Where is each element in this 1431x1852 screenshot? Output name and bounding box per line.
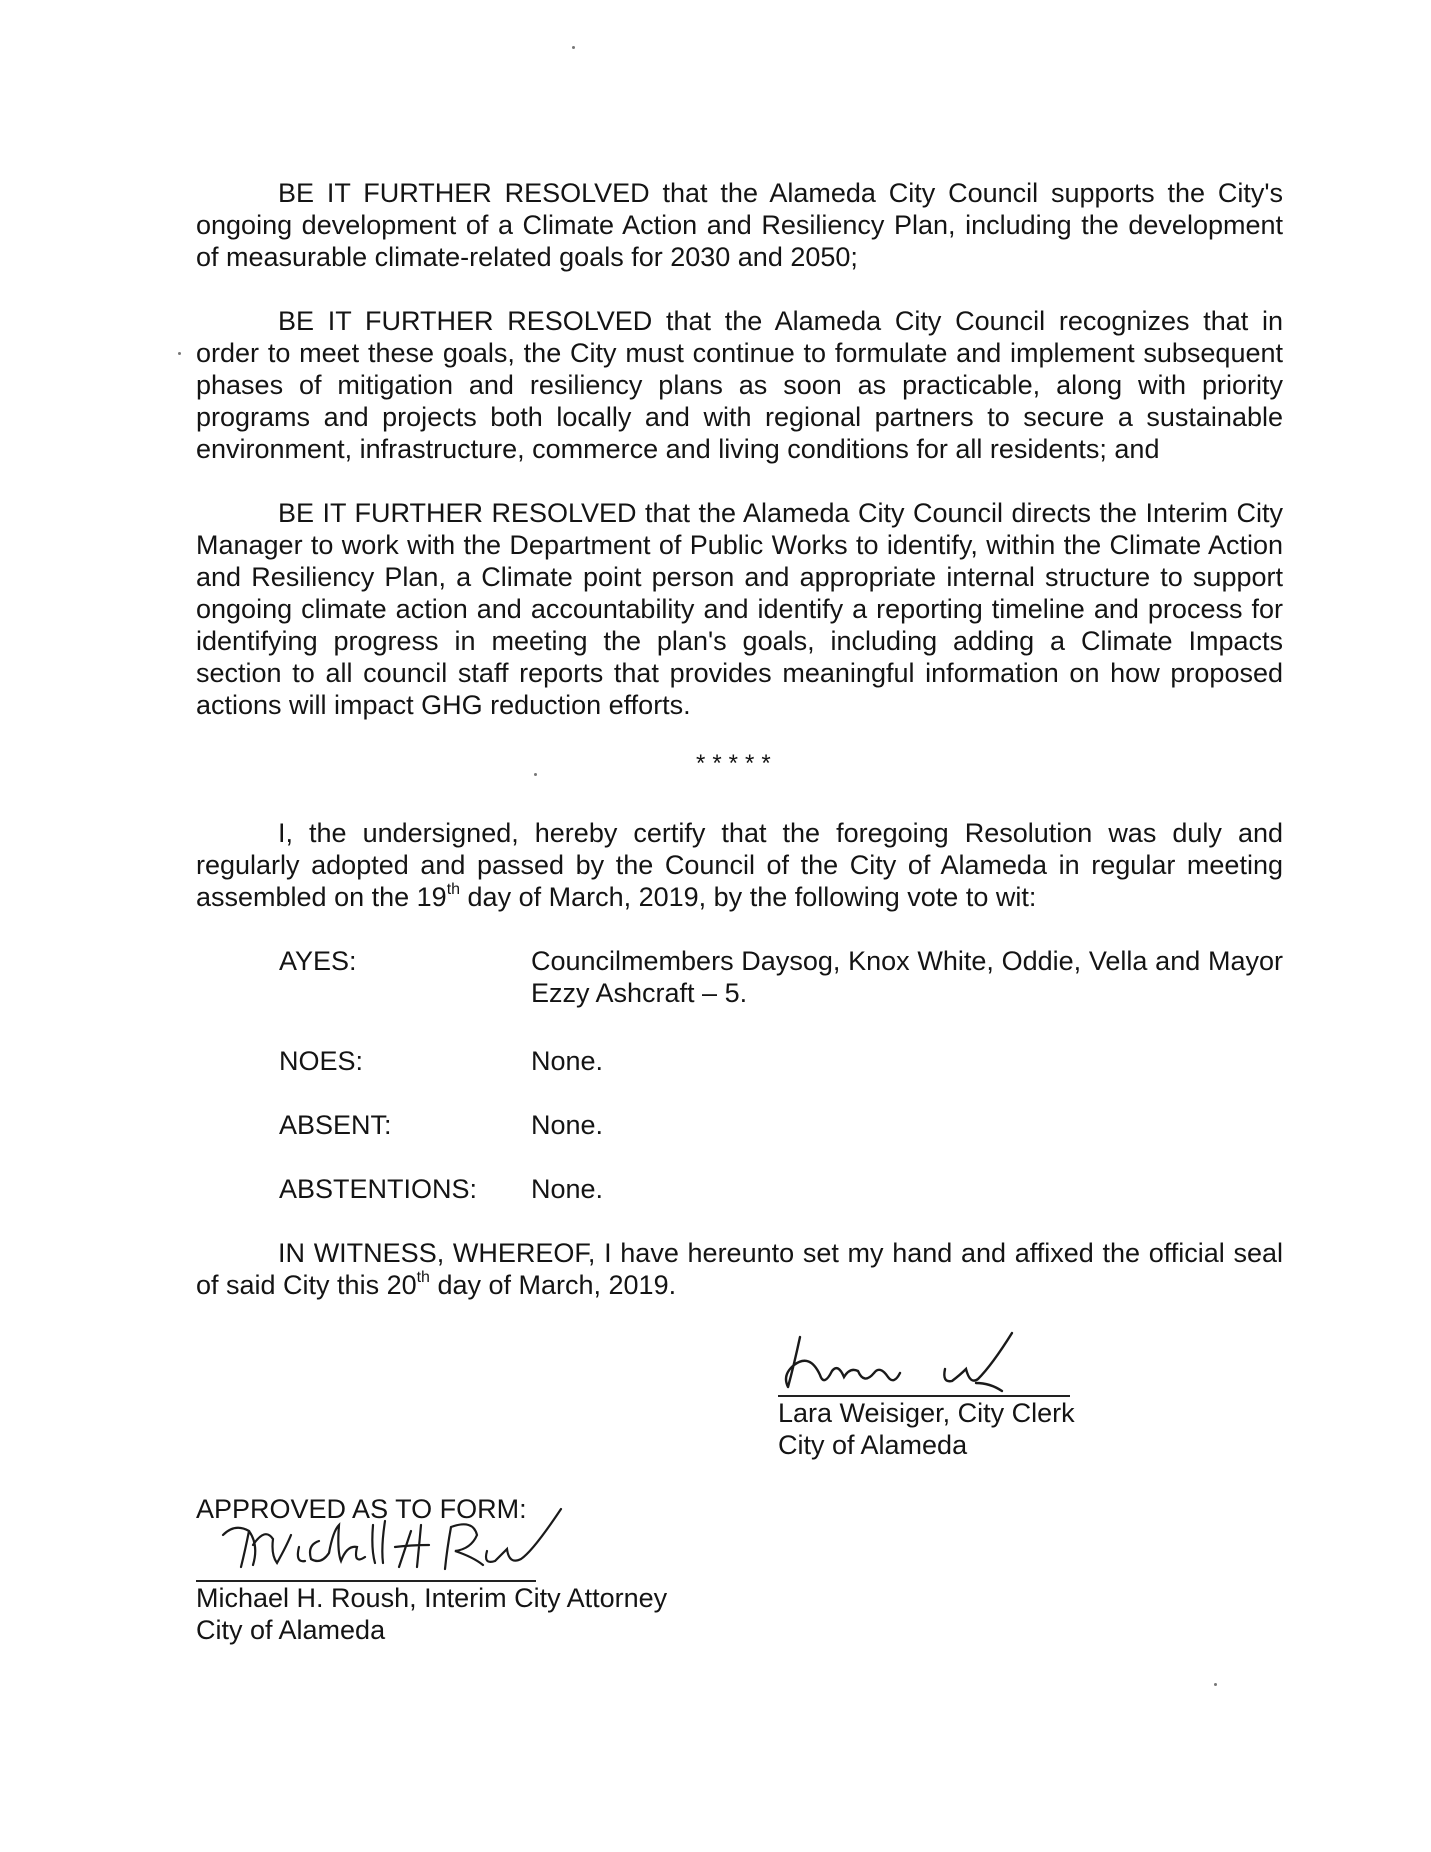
approved-as-to-form-label: APPROVED AS TO FORM:: [196, 1494, 527, 1524]
scan-speck: [1214, 1683, 1217, 1686]
scan-speck: [178, 352, 181, 355]
clerk-block: [778, 1397, 1075, 1461]
scan-speck: [534, 773, 537, 776]
resolution-paragraph-2: BE IT FURTHER RESOLVED that the Alameda City Council recognizes that in order to meet these goals, the City must continue to formulate and implement subsequent phases of mitigation and resiliency plans as soon as practicable, along with priority programs and projects both locally and with regional partners to secure a sustainable environment, infrastructure, commerce and living conditions for all residents; and: [196, 306, 1283, 464]
vote-value: Councilmembers Daysog, Knox White, Oddie, Vella and Mayor Ezzy Ashcraft – 5.: [531, 946, 1283, 1008]
attorney-signature: [215, 1505, 595, 1585]
attorney-name-title: Michael H. Roush, Interim City Attorney: [196, 1583, 668, 1613]
section-separator: *****: [696, 750, 778, 777]
vote-value: None.: [531, 1174, 604, 1204]
vote-label: NOES:: [279, 1046, 364, 1076]
vote-label: ABSENT:: [279, 1110, 392, 1140]
certification-paragraph: [196, 817, 1283, 913]
witness-text-end: day of March, 2019.: [429, 1270, 677, 1300]
attorney-org: City of Alameda: [196, 1615, 386, 1645]
vote-row-ayes: [279, 945, 1283, 1009]
resolution-paragraph-3: BE IT FURTHER RESOLVED that the Alameda City Council directs the Interim City Manager to work with the Department of Public Works to identify, within the Climate Action and Resiliency Plan, a Climate point person and appropriate internal structure to support ongoing climate action and accountability and identify a reporting timeline and process for identifying progress in meeting the plan's goals, including adding a Climate Impacts section to all council staff reports that provides meaningful information on how proposed actions will impact GHG reduction efforts.: [196, 498, 1283, 720]
vote-value: None.: [531, 1046, 604, 1076]
certification-ordinal: th: [446, 881, 461, 898]
clerk-org: City of Alameda: [778, 1430, 968, 1460]
vote-value: None.: [531, 1110, 604, 1140]
scan-speck: [572, 46, 575, 49]
clerk-signature: [780, 1325, 1080, 1405]
witness-ordinal: th: [416, 1269, 430, 1286]
clerk-name-title: Lara Weisiger, City Clerk: [778, 1398, 1075, 1428]
vote-label: AYES:: [279, 946, 357, 976]
certification-text-end: day of March, 2019, by the following vote to wit:: [460, 882, 1037, 912]
witness-text: IN WITNESS, WHEREOF, I have hereunto set my hand and affixed the official seal of said City this 20: [196, 1238, 1283, 1300]
resolution-paragraph-1: BE IT FURTHER RESOLVED that the Alameda City Council supports the City's ongoing development of a Climate Action and Resiliency Plan, including the development of measurable climate-related goals for 2030 and 2050;: [196, 178, 1283, 272]
certification-text: I, the undersigned, hereby certify that the foregoing Resolution was duly and regularly adopted and passed by the Council of the City of Alameda in regular meeting assembled on the 19: [196, 818, 1283, 912]
witness-paragraph: [196, 1237, 1283, 1301]
attorney-block: [196, 1582, 667, 1646]
vote-label: ABSTENTIONS:: [279, 1174, 478, 1204]
